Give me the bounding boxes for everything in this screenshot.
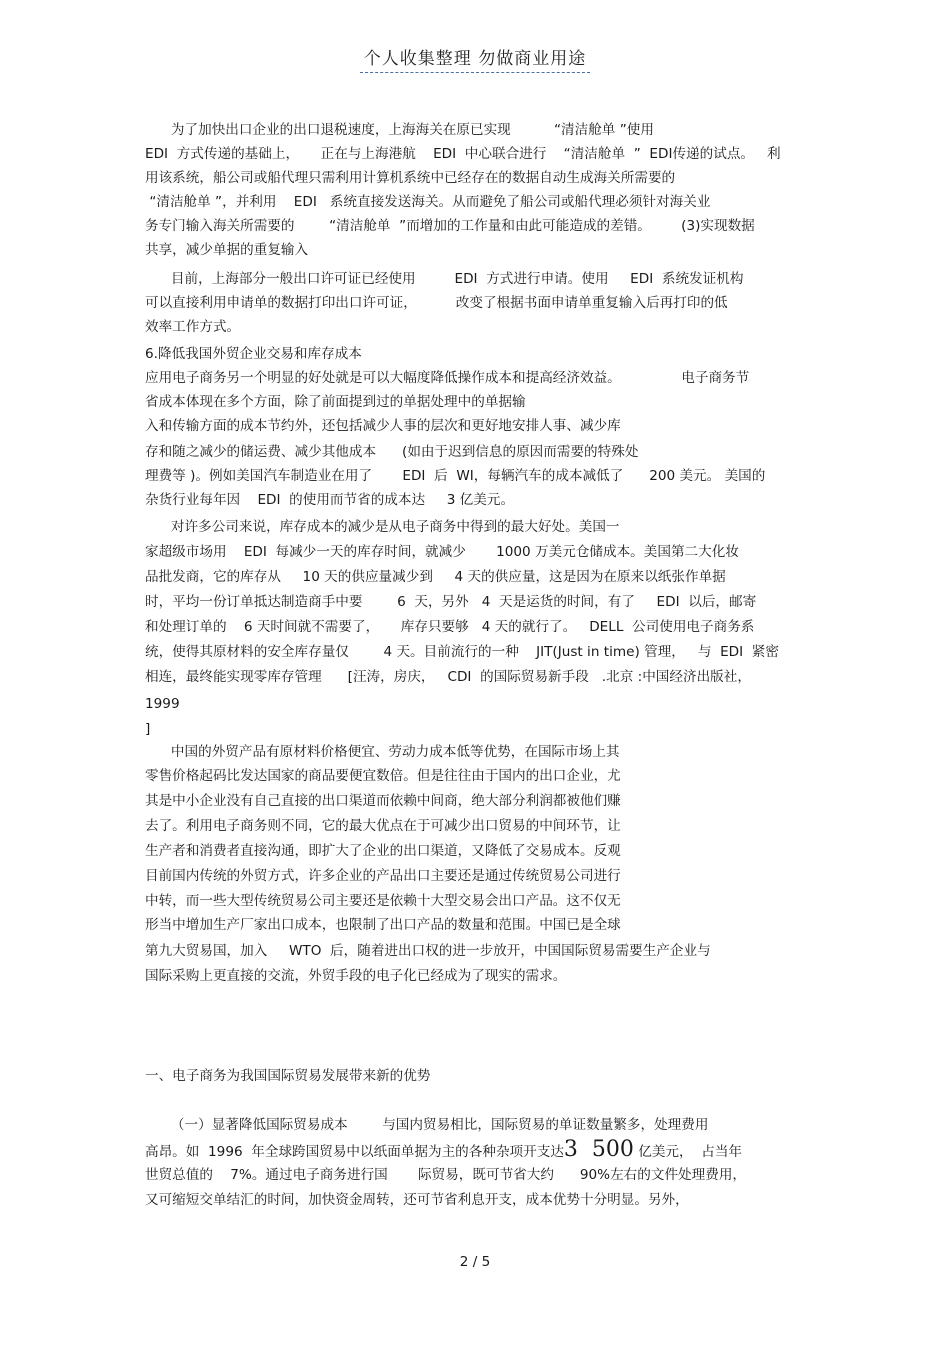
page-number: 2 / 5: [459, 1254, 491, 1270]
text-line: 第九大贸易国，加入 WTO 后，随着进出口权的进一步放开，中国国际贸易需要生产企业与: [145, 943, 711, 959]
text-line: 目前国内传统的外贸方式，许多企业的产品出口主要还是通过传统贸易公司进行: [145, 868, 621, 884]
text-line: “清洁舱单 ”，并利用 EDI 系统直接发送海关。从而避免了船公司或船代理必须针对海关业: [145, 194, 711, 210]
text-line: 1999: [145, 696, 180, 712]
text-line: 存和随之减少的储运费、减少其他成本 (如由于迟到信息的原因而需要的特殊处: [145, 444, 639, 460]
text-line: 效率工作方式。: [145, 319, 241, 335]
text-line: 用该系统，船公司或船代理只需利用计算机系统中已经存在的数据自动生成海关所需要的: [145, 170, 676, 186]
text-line: EDI 方式传递的基础上， 正在与上海港航 EDI 中心联合进行 “清洁舱单 ” EDI传递的试点。 利: [145, 146, 781, 162]
text-line: 生产者和消费者直接沟通，即扩大了企业的出口渠道，又降低了交易成本。反观: [145, 843, 621, 859]
big-number: 3 500: [563, 1137, 634, 1162]
text-line: 理费等 )。例如美国汽车制造业在用了 EDI 后 WI，每辆汽车的成本减低了 200 美元。 美国的: [145, 468, 766, 484]
text-line: 国际采购上更直接的交流，外贸手段的电子化已经成为了现实的需求。: [145, 968, 567, 984]
text-line: 世贸总值的 7%。通过电子商务进行国 际贸易，既可节省大约 90%左右的文件处理费用，: [145, 1167, 747, 1183]
text-line: 相连，最终能实现零库存管理 [汪涛，房庆， CDI 的国际贸易新手段 .北京 :中国经济出版社，: [145, 669, 751, 685]
text-line: 去了。利用电子商务则不同，它的最大优点在于可减少出口贸易的中间环节，让: [145, 818, 621, 834]
text-line: [145, 1137, 743, 1162]
text-line: 和处理订单的 6 天时间就不需要了， 库存只要够 4 天的就行了。 DELL 公司使用电子商务系: [145, 619, 755, 635]
text-line: 中国的外贸产品有原材料价格便宜、劳动力成本低等优势，在国际市场上其: [145, 744, 620, 760]
text-line: ]: [145, 721, 151, 737]
text-line: 零售价格起码比发达国家的商品要便宜数倍。但是往往由于国内的出口企业，尤: [145, 768, 621, 784]
text-line: 家超级市场用 EDI 每减少一天的库存时间，就减少 1000 万美元仓储成本。美国第二大化妆: [145, 544, 739, 560]
text-line: 务专门输入海关所需要的 “清洁舱单 ”而增加的工作量和由此可能造成的差错。 (3)实现数据: [145, 218, 755, 234]
text-line: 中转，而一些大型传统贸易公司主要还是依赖十大型交易会出口产品。这不仅无: [145, 893, 621, 909]
section-heading: 6.降低我国外贸企业交易和库存成本: [145, 346, 362, 362]
text-line: 又可缩短交单结汇的时间，加快资金周转，还可节省利息开支，成本优势十分明显。另外，: [145, 1192, 689, 1208]
text-line: （一）显著降低国际贸易成本 与国内贸易相比，国际贸易的单证数量繁多，处理费用: [145, 1117, 709, 1133]
text-line: 共享，减少单据的重复输入: [145, 242, 309, 258]
text-line: 对许多公司来说，库存成本的减少是从电子商务中得到的最大好处。美国一: [145, 519, 620, 535]
text-line-head: 高昂。如 1996 年全球跨国贸易中以纸面单据为主的各种杂项开支达: [145, 1144, 564, 1160]
section-heading: 一、电子商务为我国国际贸易发展带来新的优势: [145, 1068, 431, 1084]
text-line: 品批发商，它的库存从 10 天的供应量减少到 4 天的供应量，这是因为在原来以纸张作单据: [145, 569, 726, 585]
text-line: 省成本体现在多个方面，除了前面提到过的单据处理中的单据输: [145, 394, 526, 410]
page-header: [0, 44, 950, 69]
text-line: 统，使得其原材料的安全库存量仅 4 天。目前流行的一种 JIT(Just in time) 管理， 与 EDI 紧密: [145, 644, 779, 660]
header-title: 个人收集整理 勿做商业用途: [360, 49, 590, 73]
text-line: 可以直接利用申请单的数据打印出口许可证， 改变了根据书面申请单重复输入后再打印的低: [145, 295, 728, 311]
text-line: 时，平均一份订单抵达制造商手中要 6 天，另外 4 天是运货的时间，有了 EDI 以后，邮寄: [145, 594, 757, 610]
text-line: 为了加快出口企业的出口退税速度，上海海关在原已实现 “清洁舱单 ”使用: [145, 122, 654, 138]
text-line: 其是中小企业没有自己直接的出口渠道而依赖中间商，绝大部分利润都被他们赚: [145, 793, 621, 809]
text-line: 形当中增加生产厂家出口成本，也限制了出口产品的数量和范围。中国已是全球: [145, 917, 621, 933]
text-line: 目前，上海部分一般出口许可证已经使用 EDI 方式进行申请。使用 EDI 系统发证机构: [145, 271, 744, 287]
text-line: 杂货行业每年因 EDI 的使用而节省的成本达 3 亿美元。: [145, 492, 515, 508]
text-line: 入和传输方面的成本节约外，还包括减少人事的层次和更好地安排人事、减少库: [145, 418, 621, 434]
text-line-tail: 亿美元， 占当年: [633, 1144, 743, 1160]
text-line: 应用电子商务另一个明显的好处就是可以大幅度降低操作成本和提高经济效益。 电子商务节: [145, 370, 750, 386]
